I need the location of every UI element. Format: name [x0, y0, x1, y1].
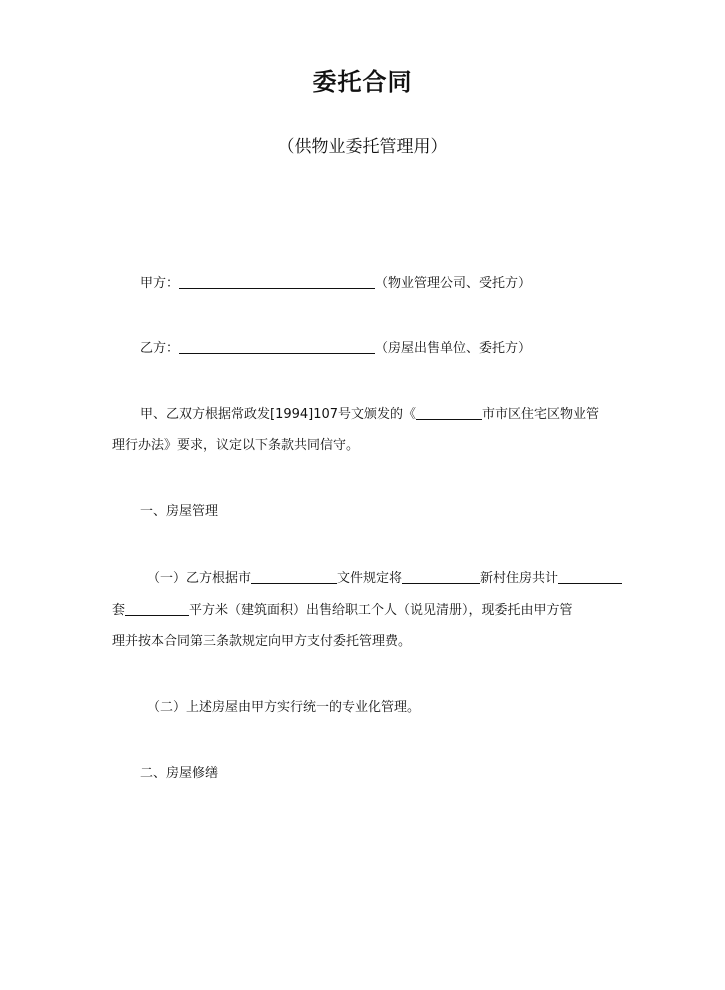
party-b-blank: [179, 339, 375, 354]
party-b-note: （房屋出售单位、委托方）: [375, 341, 532, 356]
section-1-heading: 一、房屋管理: [140, 504, 219, 519]
total-units-blank: [558, 569, 622, 584]
city-blank: [416, 405, 482, 420]
item1-text-5: 平方米（建筑面积）出售给职工个人（说见清册），现委托由甲方管: [189, 603, 573, 618]
village-blank: [402, 569, 480, 584]
section-1-item-1-line-1: [147, 569, 622, 588]
party-b-label: 乙方：: [140, 341, 180, 356]
preamble-line-1: [140, 405, 599, 424]
item1-text-2: 文件规定将: [337, 571, 403, 586]
party-a-blank: [179, 274, 375, 289]
area-blank: [125, 601, 189, 616]
preamble-line-2: 理行办法》要求，议定以下条款共同信守。: [112, 438, 360, 453]
section-1-item-2: （二）上述房屋由甲方实行统一的专业化管理。: [147, 700, 421, 715]
party-b-line: [140, 339, 531, 358]
party-a-note: （物业管理公司、受托方）: [375, 276, 532, 291]
document-title: 委托合同: [312, 68, 413, 96]
section-1-item-1-line-3: 理并按本合同第三条款规定向甲方支付委托管理费。: [112, 634, 412, 649]
item1-text-1: （一）乙方根据市: [147, 571, 252, 586]
preamble-text-b: 市市区住宅区物业管: [482, 407, 600, 422]
preamble-text-a: 甲、乙双方根据常政发[1994]107号文颁发的《: [140, 407, 417, 422]
document-subtitle: （供物业委托管理用）: [277, 137, 448, 157]
document-blank: [251, 569, 337, 584]
section-2-heading: 二、房屋修缮: [140, 766, 219, 781]
party-a-line: [140, 274, 531, 293]
item1-text-4: 套: [112, 603, 126, 618]
item1-text-3: 新村住房共计: [480, 571, 559, 586]
section-1-item-1-line-2: [112, 601, 573, 620]
party-a-label: 甲方：: [140, 276, 180, 291]
